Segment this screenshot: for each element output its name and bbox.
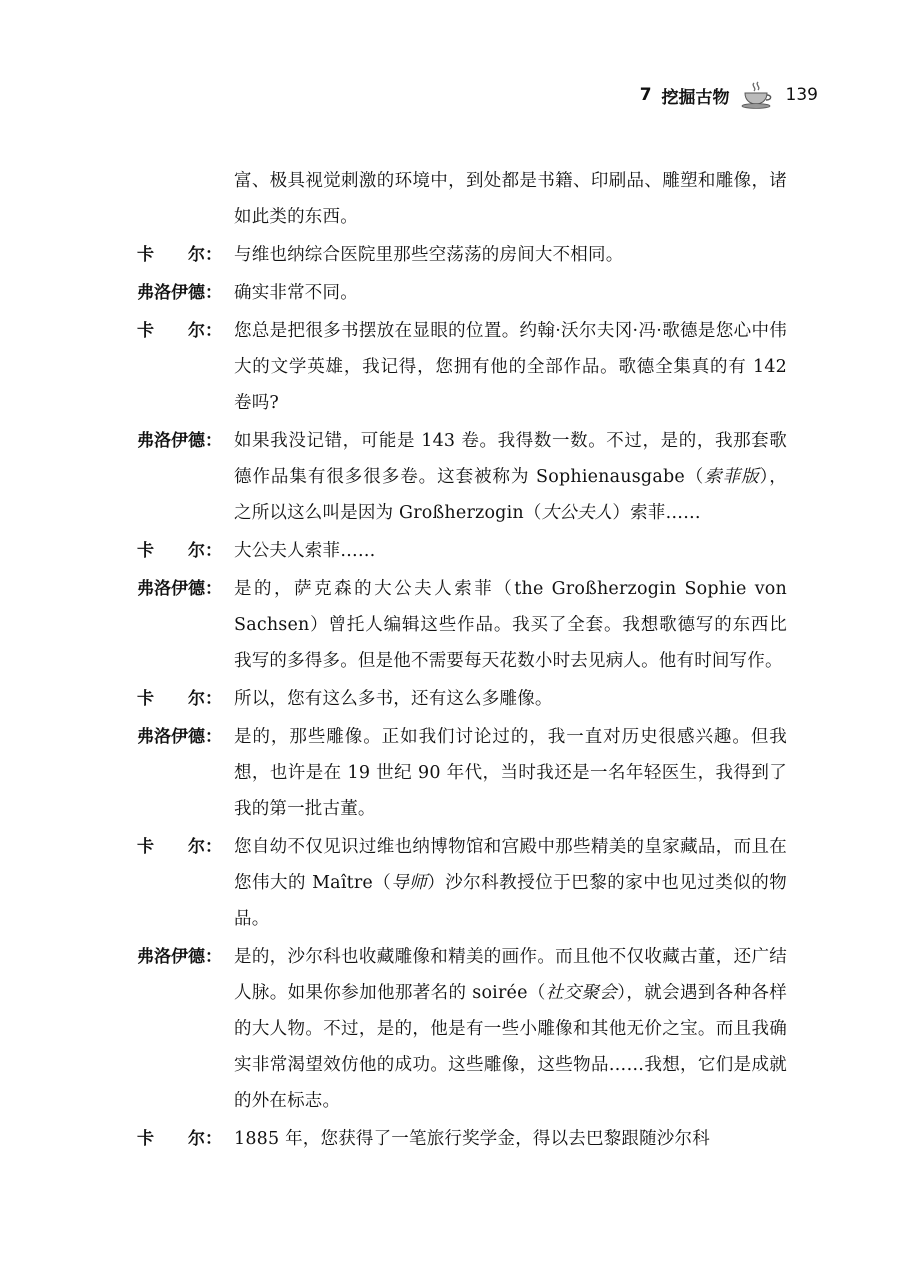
dialogue-text: 是的，萨克森的大公夫人索菲（the Großherzogin Sophie von Sachsen）曾托人编辑这些作品。我买了全套。我想歌德写的东西比我写的多得多。但是他不需要每天花数小时去见病人。他有时间写作。 [234, 579, 787, 671]
speaker-label: 卡 尔： [137, 1129, 222, 1149]
page-number: 139 [785, 85, 818, 105]
text-segment: 如果我没记错，可能是 143 卷。我得数一数。不过，是的，我那套歌德作品集有很多很多卷。这套被称为 Sophienausgabe（ [234, 431, 787, 487]
page-header [640, 80, 818, 110]
dialogue-text: 是的，那些雕像。正如我们讨论过的，我一直对历史很感兴趣。但我想，也许是在 19 世纪 90 年代，当时我还是一名年轻医生，我得到了我的第一批古董。 [234, 727, 787, 819]
speaker-label: 卡 尔： [137, 541, 222, 561]
dialogue-text: 您总是把很多书摆放在显眼的位置。约翰·沃尔夫冈·冯·歌德是您心中伟大的文学英雄，我记得，您拥有他的全部作品。歌德全集真的有 142 卷吗? [234, 321, 787, 413]
italic-gloss: 索菲版 [704, 467, 760, 487]
dialogue-text: 所以，您有这么多书，还有这么多雕像。 [234, 689, 553, 709]
dialogue-text [234, 423, 787, 531]
text-segment: 您自幼不仅见识过维也纳博物馆和宫殿中那些精美的皇家藏品，而且在您伟大的 Maître（ [234, 837, 787, 893]
italic-gloss: 社交聚会 [545, 983, 618, 1003]
chapter-title: 挖掘古物 [661, 87, 730, 108]
italic-gloss: 大公夫人 [541, 503, 613, 523]
text-segment: ），就会遇到各种各样的大人物。不过，是的，他是有一些小雕像和其他无价之宝。而且我确实非常渴望效仿他的成功。这些雕像，这些物品……我想，它们是成就的外在标志。 [234, 983, 787, 1111]
dialogue-text: 与维也纳综合医院里那些空荡荡的房间大不相同。 [234, 245, 624, 265]
dialogue-text: 1885 年，您获得了一笔旅行奖学金，得以去巴黎跟随沙尔科 [234, 1129, 710, 1149]
dialogue-text: 富、极具视觉刺激的环境中，到处都是书籍、印刷品、雕塑和雕像，诸如此类的东西。 [234, 171, 787, 227]
dialogue-entry [137, 275, 787, 311]
dialogue-body [137, 163, 787, 1159]
dialogue-text: 大公夫人索菲…… [234, 541, 376, 561]
dialogue-entry [137, 719, 787, 827]
speaker-label: 弗洛伊德： [137, 947, 222, 967]
dialogue-text [234, 939, 787, 1119]
dialogue-text [234, 829, 787, 937]
dialogue-entry [137, 829, 787, 937]
speaker-label: 弗洛伊德： [137, 579, 222, 599]
dialogue-entry [137, 681, 787, 717]
dialogue-entry [137, 423, 787, 531]
text-segment: ）索菲…… [612, 503, 701, 523]
italic-gloss: 导师 [391, 873, 428, 893]
coffee-cup-icon [740, 81, 774, 109]
dialogue-entry [137, 237, 787, 273]
dialogue-entry [137, 313, 787, 421]
text-segment: ），之所以这么叫是因为 Großherzogin（ [234, 467, 787, 523]
speaker-label: 卡 尔： [137, 245, 222, 265]
dialogue-text: 确实非常不同。 [234, 283, 358, 303]
chapter-number: 7 [639, 85, 652, 105]
speaker-label: 卡 尔： [137, 837, 222, 857]
speaker-label: 卡 尔： [137, 689, 222, 709]
dialogue-continuation [137, 163, 787, 235]
dialogue-entry [137, 533, 787, 569]
speaker-label: 弗洛伊德： [137, 283, 222, 303]
dialogue-entry [137, 1121, 787, 1157]
speaker-label: 弗洛伊德： [137, 431, 222, 451]
text-segment: ）沙尔科教授位于巴黎的家中也见过类似的物品。 [234, 873, 788, 929]
text-segment: 是的，沙尔科也收藏雕像和精美的画作。而且他不仅收藏古董，还广结人脉。如果你参加他那著名的 soirée（ [234, 947, 787, 1003]
dialogue-entry [137, 939, 787, 1119]
speaker-label: 卡 尔： [137, 321, 222, 341]
dialogue-entry [137, 571, 787, 679]
speaker-label: 弗洛伊德： [137, 727, 222, 747]
